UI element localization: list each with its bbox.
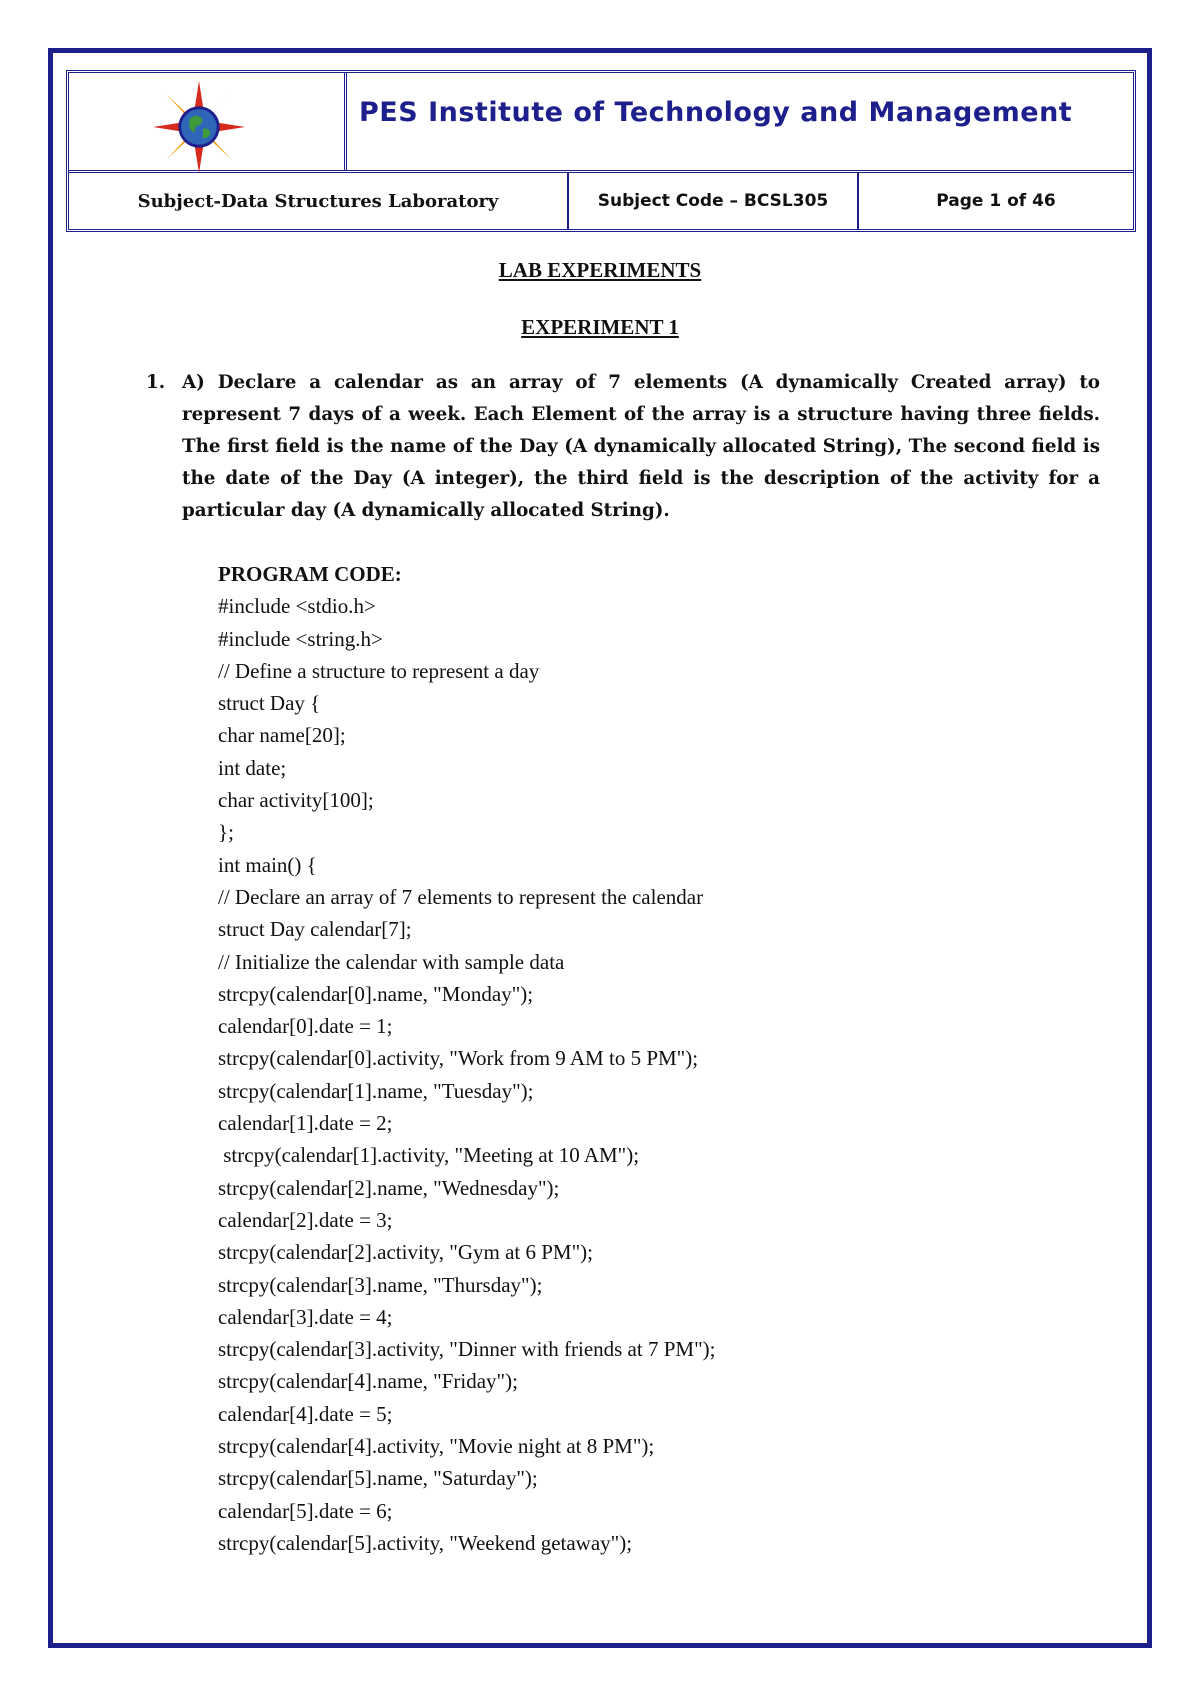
code-line: // Define a structure to represent a day [218, 658, 540, 683]
code-line: strcpy(calendar[2].activity, "Gym at 6 PM"); [218, 1240, 594, 1265]
experiment-title: EXPERIMENT 1 [521, 315, 679, 339]
code-line: calendar[1].date = 2; [218, 1111, 393, 1136]
code-line: strcpy(calendar[1].activity, "Meeting at 10 AM"); [218, 1143, 640, 1168]
page-number: Page 1 of 46 [936, 191, 1056, 211]
code-line: strcpy(calendar[0].activity, "Work from 9 AM to 5 PM"); [218, 1046, 699, 1071]
code-line: calendar[0].date = 1; [218, 1014, 393, 1039]
code-line: strcpy(calendar[4].name, "Friday"); [218, 1369, 518, 1394]
code-line: // Initialize the calendar with sample data [218, 949, 565, 974]
code-line: // Declare an array of 7 elements to represent the calendar [218, 884, 704, 909]
lab-experiments-title: LAB EXPERIMENTS [498, 258, 702, 282]
code-line: strcpy(calendar[3].name, "Thursday"); [218, 1272, 543, 1297]
code-line: }; [218, 820, 234, 845]
institute-name: PES Institute of Technology and Management [359, 97, 1073, 128]
code-line: int main() { [218, 852, 317, 877]
code-line: calendar[3].date = 4; [218, 1304, 393, 1329]
code-line: char name[20]; [218, 723, 346, 748]
code-line: calendar[4].date = 5; [218, 1401, 393, 1426]
subject-name: Subject-Data Structures Laboratory [69, 173, 569, 229]
question-number: 1. [146, 372, 166, 393]
code-line: strcpy(calendar[0].name, "Monday"); [218, 981, 534, 1006]
code-line: strcpy(calendar[2].name, "Wednesday"); [218, 1175, 560, 1200]
program-code [218, 558, 1098, 1559]
document-header [66, 70, 1136, 232]
code-line: calendar[5].date = 6; [218, 1498, 393, 1523]
code-line: calendar[2].date = 3; [218, 1207, 393, 1232]
question-text: A) Declare a calendar as an array of 7 elements (A dynamically Created array) to represent 7 days of a week. Each Element of the array is a structure having three fields. The first field is the name of the Day (A dynamically allocated String), The second field is the date of the Day (A integer), the third field is the description of the activity for a particular day (A dynamically allocated String). [182, 372, 1100, 521]
code-line: char activity[100]; [218, 788, 374, 813]
subject-code: Subject Code – BCSL305 [569, 173, 859, 229]
code-line: strcpy(calendar[5].activity, "Weekend getaway"); [218, 1530, 633, 1555]
code-line: strcpy(calendar[5].name, "Saturday"); [218, 1466, 538, 1491]
code-heading: PROGRAM CODE: [218, 562, 402, 586]
header-info-row [69, 173, 1133, 229]
code-line: strcpy(calendar[4].activity, "Movie night at 8 PM"); [218, 1434, 655, 1459]
code-line: struct Day calendar[7]; [218, 917, 412, 942]
header-title-row [69, 73, 1133, 173]
code-line: strcpy(calendar[1].name, "Tuesday"); [218, 1078, 534, 1103]
logo-cell [69, 73, 347, 170]
code-line: struct Day { [218, 691, 321, 716]
code-line: strcpy(calendar[3].activity, "Dinner with friends at 7 PM"); [218, 1337, 716, 1362]
code-line: #include <stdio.h> [218, 594, 376, 619]
code-line: #include <string.h> [218, 626, 383, 651]
institute-logo-icon [151, 79, 247, 175]
code-line: int date; [218, 755, 287, 780]
